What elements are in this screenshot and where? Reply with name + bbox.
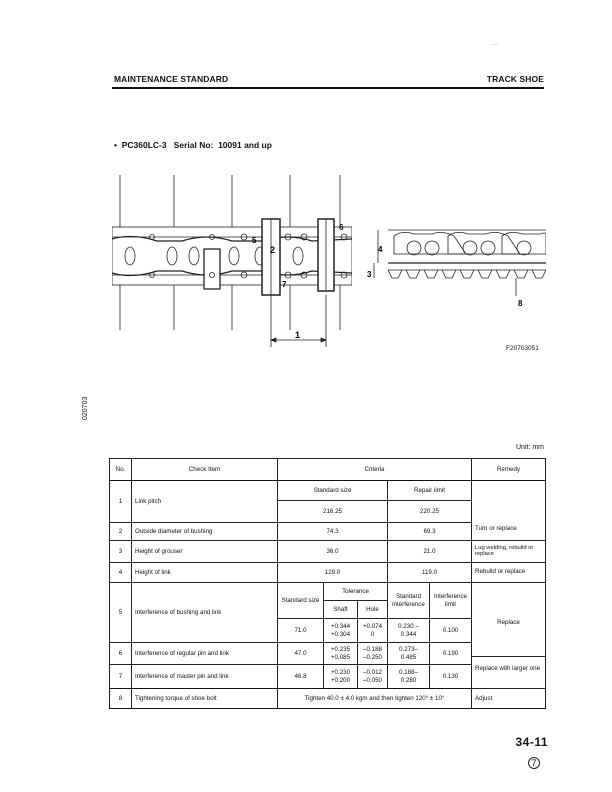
callout-7: 7 (282, 280, 287, 289)
row4-item: Height of link (132, 563, 278, 583)
callout-3: 3 (367, 270, 372, 279)
remedy-replace-larger: Replace with larger one (472, 656, 545, 681)
row6-no: 6 (110, 643, 132, 665)
row7-item: Interference of master pin and link (132, 665, 278, 689)
remedy-replace-text: Replace (497, 619, 520, 627)
header-section-title: MAINTENANCE STANDARD (114, 74, 229, 84)
bullet: • (114, 140, 117, 150)
header-rule (112, 87, 544, 89)
row2-limit: 69.3 (388, 523, 472, 541)
remedy-rebuild-or-replace: Rebuild or replace (472, 563, 546, 583)
maintenance-standard-table (109, 458, 546, 709)
row2-standard: 74.3 (278, 523, 388, 541)
model-serial-text: PC360LC-3 Serial No: 10091 and up (121, 140, 272, 150)
header-remedy: Remedy (472, 459, 546, 481)
subheader-hole: Hole (358, 601, 388, 619)
header-no: No. (110, 459, 132, 481)
callout-6: 6 (339, 223, 344, 232)
page-number: 34-11 (515, 735, 548, 749)
row3-item: Height of grouser (132, 541, 278, 563)
subheader-std-interference: Standard interference (388, 583, 430, 619)
row5-limit: 0.100 (430, 619, 472, 643)
row4-standard: 129.0 (278, 563, 388, 583)
row5-hole: +0.074 0 (358, 619, 388, 643)
row3-standard: 36.0 (278, 541, 388, 563)
figure-id: F20703051 (506, 345, 539, 352)
row5-std-interference: 0.230 – 0.344 (388, 619, 430, 643)
remedy-turn-or-replace: Turn or replace (472, 481, 546, 541)
track-link-side-view-drawing (366, 208, 546, 308)
subheader-repair-limit: Repair limit (388, 481, 472, 501)
row6-size: 47.0 (278, 643, 324, 665)
row4-no: 4 (110, 563, 132, 583)
row8-criteria: Tighten 40.0 ± 4.0 kgm and then tighten 120° ± 10° (278, 689, 472, 709)
header-topic-title: TRACK SHOE (486, 74, 544, 84)
row3-limit: 21.0 (388, 541, 472, 563)
revision-number: 7 (528, 757, 540, 769)
row5-size: 71.0 (278, 619, 324, 643)
row7-limit: 0.130 (430, 665, 472, 689)
row7-hole: –0.012 –0.050 (358, 665, 388, 689)
row8-remedy: Adjust (472, 689, 546, 709)
subheader-interference-limit: Interference limit (430, 583, 472, 619)
row8-no: 8 (110, 689, 132, 709)
row6-item: Interference of regular pin and link (132, 643, 278, 665)
corner-mark: — · (492, 42, 502, 48)
row1-limit: 220.25 (388, 501, 472, 523)
remedy-replace (472, 583, 546, 689)
row5-no: 5 (110, 583, 132, 643)
model-subtitle (114, 140, 272, 150)
callout-2: 2 (270, 245, 276, 255)
callout-1: 1 (295, 330, 301, 340)
row7-no: 7 (110, 665, 132, 689)
callout-8: 8 (518, 299, 523, 308)
unit-label: Unit: mm (516, 444, 544, 451)
header-criteria: Criteria (278, 459, 472, 481)
row1-no: 1 (110, 481, 132, 523)
callout-4: 4 (378, 245, 383, 254)
row2-item: Outside diameter of bushing (132, 523, 278, 541)
revision-mark (528, 753, 540, 771)
row5-item: Interference of bushing and link (132, 583, 278, 643)
header-check-item: Check Item (132, 459, 278, 481)
row6-shaft: +0.235 +0.085 (324, 643, 358, 665)
subheader-std-size: Standard size (278, 583, 324, 619)
row6-std-interference: 0.273– 0.485 (388, 643, 430, 665)
row6-hole: –0.188 –0.250 (358, 643, 388, 665)
row2-no: 2 (110, 523, 132, 541)
row3-no: 3 (110, 541, 132, 563)
row8-item: Tightening torque of shoe bolt (132, 689, 278, 709)
row1-standard: 216.25 (278, 501, 388, 523)
side-code: 020703 (82, 396, 89, 420)
row7-size: 46.8 (278, 665, 324, 689)
row5-shaft: +0.344 +0.304 (324, 619, 358, 643)
remedy-lug-welding: Lug welding, rebuild or replace (472, 541, 546, 563)
row4-limit: 119.0 (388, 563, 472, 583)
row7-std-interference: 0.188– 0.280 (388, 665, 430, 689)
row1-item: Link pitch (132, 481, 278, 523)
subheader-tolerance: Tolerance (324, 583, 388, 601)
subheader-standard-size: Standard size (278, 481, 388, 501)
callout-5: 5 (252, 236, 257, 245)
row7-shaft: +0.230 +0.200 (324, 665, 358, 689)
track-link-top-view-drawing (112, 175, 352, 350)
row6-limit: 0.190 (430, 643, 472, 665)
subheader-shaft: Shaft (324, 601, 358, 619)
